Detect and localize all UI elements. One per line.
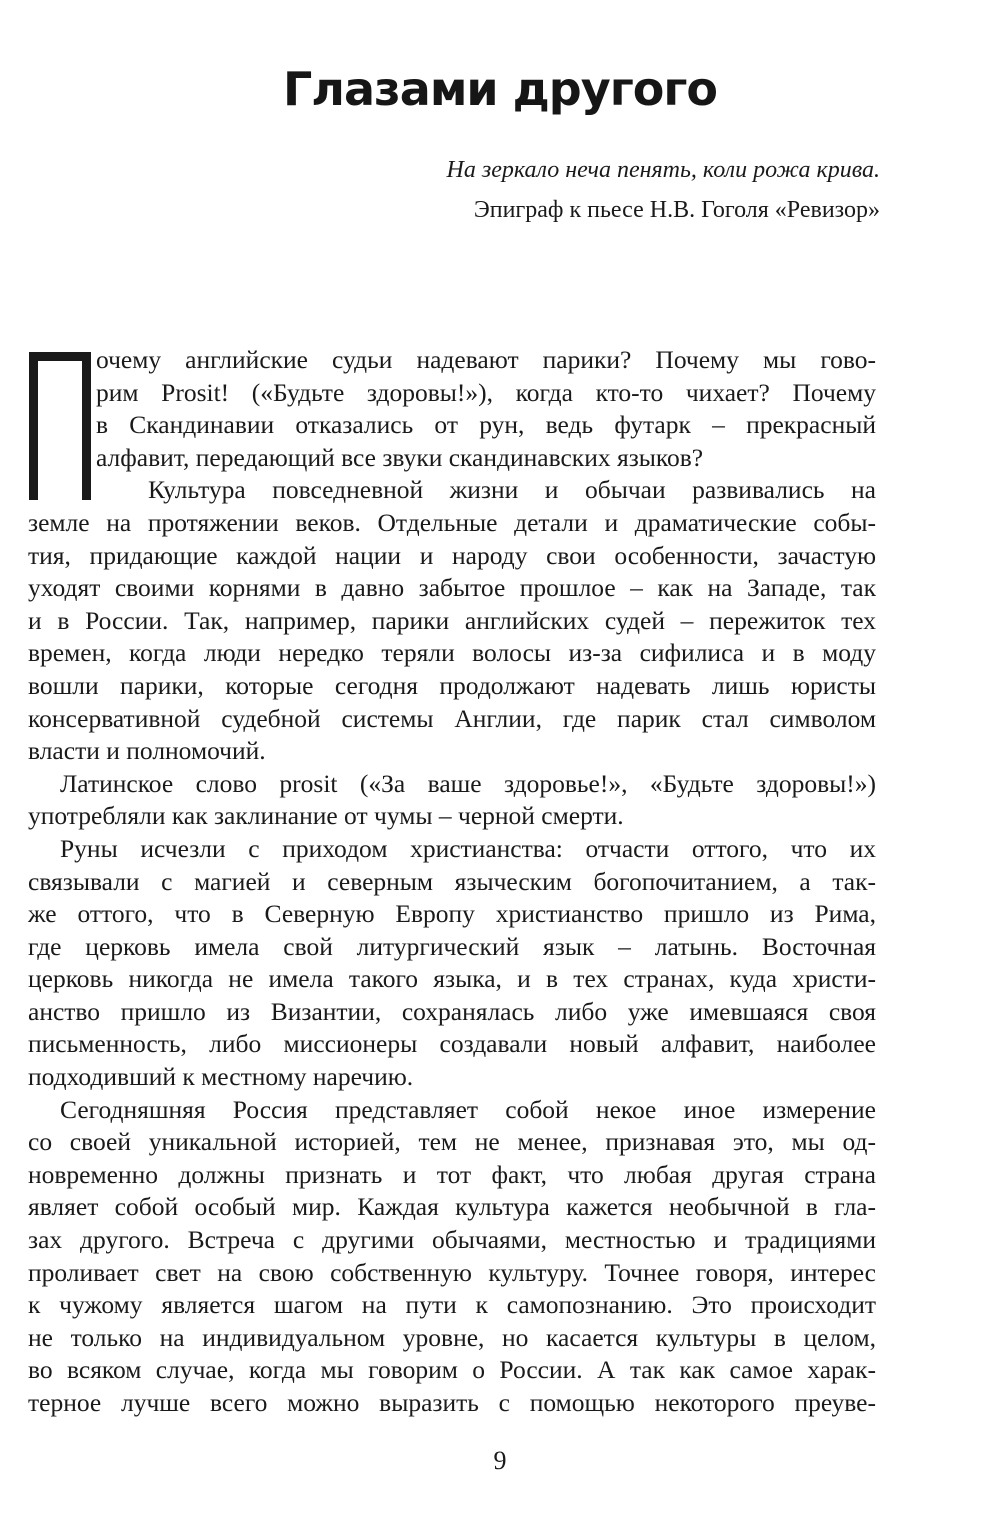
text-line: тия, придающие каждой нации и народу свои особенности, зачастую: [28, 540, 876, 570]
text-line: терное лучше всего можно выразить с помощью некоторого преуве-: [28, 1388, 876, 1417]
text-line: церковь никогда не имела такого языка, и в тех странах, куда христи-: [28, 964, 876, 994]
text-line: во всяком случае, когда мы говорим о России. А так как самое харак-: [28, 1355, 876, 1385]
body-text: [28, 344, 876, 1420]
text-line: Сегодняшняя Россия представляет собой некое иное измерение: [60, 1094, 876, 1124]
text-line: связывали с магией и северным языческим богопочитанием, а так-: [28, 866, 876, 896]
text-line: употребляли как заклинание от чумы – черной смерти.: [28, 801, 624, 831]
text-line: проливает свет на свою собственную культуру. Точнее говоря, интерес: [28, 1257, 876, 1287]
text-line: письменность, либо миссионеры создавали новый алфавит, наиболее: [28, 1029, 876, 1059]
text-line: очему английские судьи надевают парики? Почему мы гово-: [96, 345, 876, 374]
epigraph: [447, 150, 880, 230]
chapter-title: Глазами другого: [283, 62, 717, 116]
text-line: земле на протяжении веков. Отдельные детали и драматические собы-: [28, 507, 876, 537]
text-line: к чужому является шагом на пути к самопознанию. Это происходит: [28, 1290, 876, 1320]
epigraph-quote: На зеркало неча пенять, коли рожа крива.: [446, 157, 880, 183]
text-line: не только на индивидуальном уровне, но касается культуры в целом,: [28, 1322, 876, 1352]
text-line: являет собой особый мир. Каждая культура кажется необычной в гла-: [28, 1192, 876, 1222]
text-line: Руны исчезли с приходом христианства: отчасти оттого, что их: [60, 833, 876, 863]
text-line: и в России. Так, например, парики английских судей – пережиток тех: [28, 605, 876, 635]
page-number: 9: [493, 1446, 507, 1475]
text-line: времен, когда люди нередко теряли волосы из-за сифилиса и в моду: [28, 638, 876, 668]
text-line: зах другого. Встреча с другими обычаями, местностью и традициями: [28, 1225, 876, 1255]
epigraph-source: Эпиграф к пьесе Н.В. Гоголя «Ревизор»: [473, 197, 880, 223]
text-line: подходивший к местному наречию.: [28, 1062, 414, 1092]
text-line: вошли парики, которые сегодня продолжают надевать лишь юристы: [28, 670, 876, 700]
text-line: рим Prosit! («Будьте здоровы!»), когда кто-то чихает? Почему: [96, 377, 876, 407]
text-line: со своей уникальной историей, тем не менее, признавая это, мы од-: [28, 1127, 876, 1157]
text-line: новременно должны признать и тот факт, что любая другая страна: [28, 1159, 876, 1189]
text-line: уходят своими корнями в давно забытое прошлое – как на Западе, так: [28, 573, 876, 603]
text-line: алфавит, передающий все звуки скандинавских языков?: [96, 442, 704, 472]
text-line: власти и полномочий.: [28, 736, 266, 766]
text-line: анство пришло из Византии, сохранялась либо уже имевшаяся своя: [28, 996, 876, 1026]
text-line: где церковь имела свой литургический язык – латынь. Восточная: [28, 931, 876, 961]
text-line: в Скандинавии отказались от рун, ведь футарк – прекрасный: [96, 410, 876, 440]
text-line: Культура повседневной жизни и обычаи развивались на: [148, 475, 876, 505]
text-line: же оттого, что в Северную Европу христианство пришло из Рима,: [28, 899, 876, 929]
text-line: Латинское слово prosit («За ваше здоровье!», «Будьте здоровы!»): [60, 768, 876, 798]
text-line: консервативной судебной системы Англии, где парик стал символом: [28, 703, 876, 733]
